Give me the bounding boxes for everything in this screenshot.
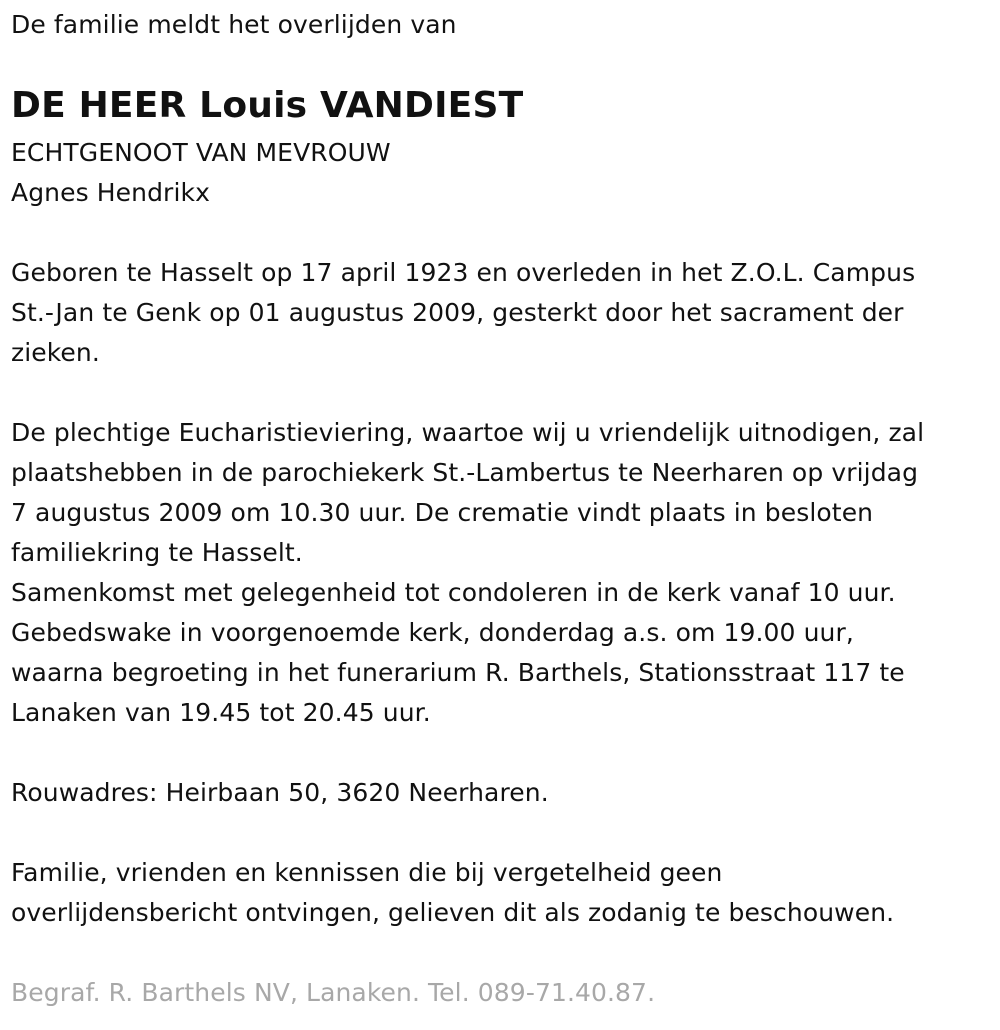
intro-text: De familie meldt het overlijden van <box>11 10 457 39</box>
paragraph-line: Geboren te Hasselt op 17 april 1923 en overleden in het Z.O.L. Campus <box>11 258 916 287</box>
paragraph-line: plaatshebben in de parochiekerk St.-Lambertus te Neerharen op vrijdag <box>11 458 919 487</box>
undertaker-footer: Begraf. R. Barthels NV, Lanaken. Tel. 089-71.40.87. <box>11 978 656 1007</box>
paragraph-line: 7 augustus 2009 om 10.30 uur. De crematie vindt plaats in besloten <box>11 498 874 527</box>
mourning-address-block <box>11 773 549 813</box>
paragraph-line: zieken. <box>11 338 100 367</box>
paragraph-line: Gebedswake in voorgenoemde kerk, donderdag a.s. om 19.00 uur, <box>11 618 854 647</box>
service-paragraph <box>11 413 924 733</box>
paragraph-line: familiekring te Hasselt. <box>11 538 303 567</box>
paragraph-line: overlijdensbericht ontvingen, gelieven dit als zodanig te beschouwen. <box>11 898 895 927</box>
mourning-address: Rouwadres: Heirbaan 50, 3620 Neerharen. <box>11 778 549 807</box>
spouse-line: Agnes Hendrikx <box>11 178 210 207</box>
closing-note <box>11 853 894 933</box>
birth-death-paragraph <box>11 253 915 373</box>
paragraph-line: St.-Jan te Genk op 01 augustus 2009, gesterkt door het sacrament der <box>11 298 904 327</box>
paragraph-line: waarna begroeting in het funerarium R. Barthels, Stationsstraat 117 te <box>11 658 905 687</box>
spouse-line: ECHTGENOOT VAN MEVROUW <box>11 138 391 167</box>
deceased-name: DE HEER Louis VANDIEST <box>11 85 524 126</box>
paragraph-line: Samenkomst met gelegenheid tot condoleren in de kerk vanaf 10 uur. <box>11 578 896 607</box>
spouse-block <box>11 133 391 213</box>
paragraph-line: Lanaken van 19.45 tot 20.45 uur. <box>11 698 431 727</box>
paragraph-line: Familie, vrienden en kennissen die bij vergetelheid geen <box>11 858 723 887</box>
paragraph-line: De plechtige Eucharistieviering, waartoe wij u vriendelijk uitnodigen, zal <box>11 418 925 447</box>
